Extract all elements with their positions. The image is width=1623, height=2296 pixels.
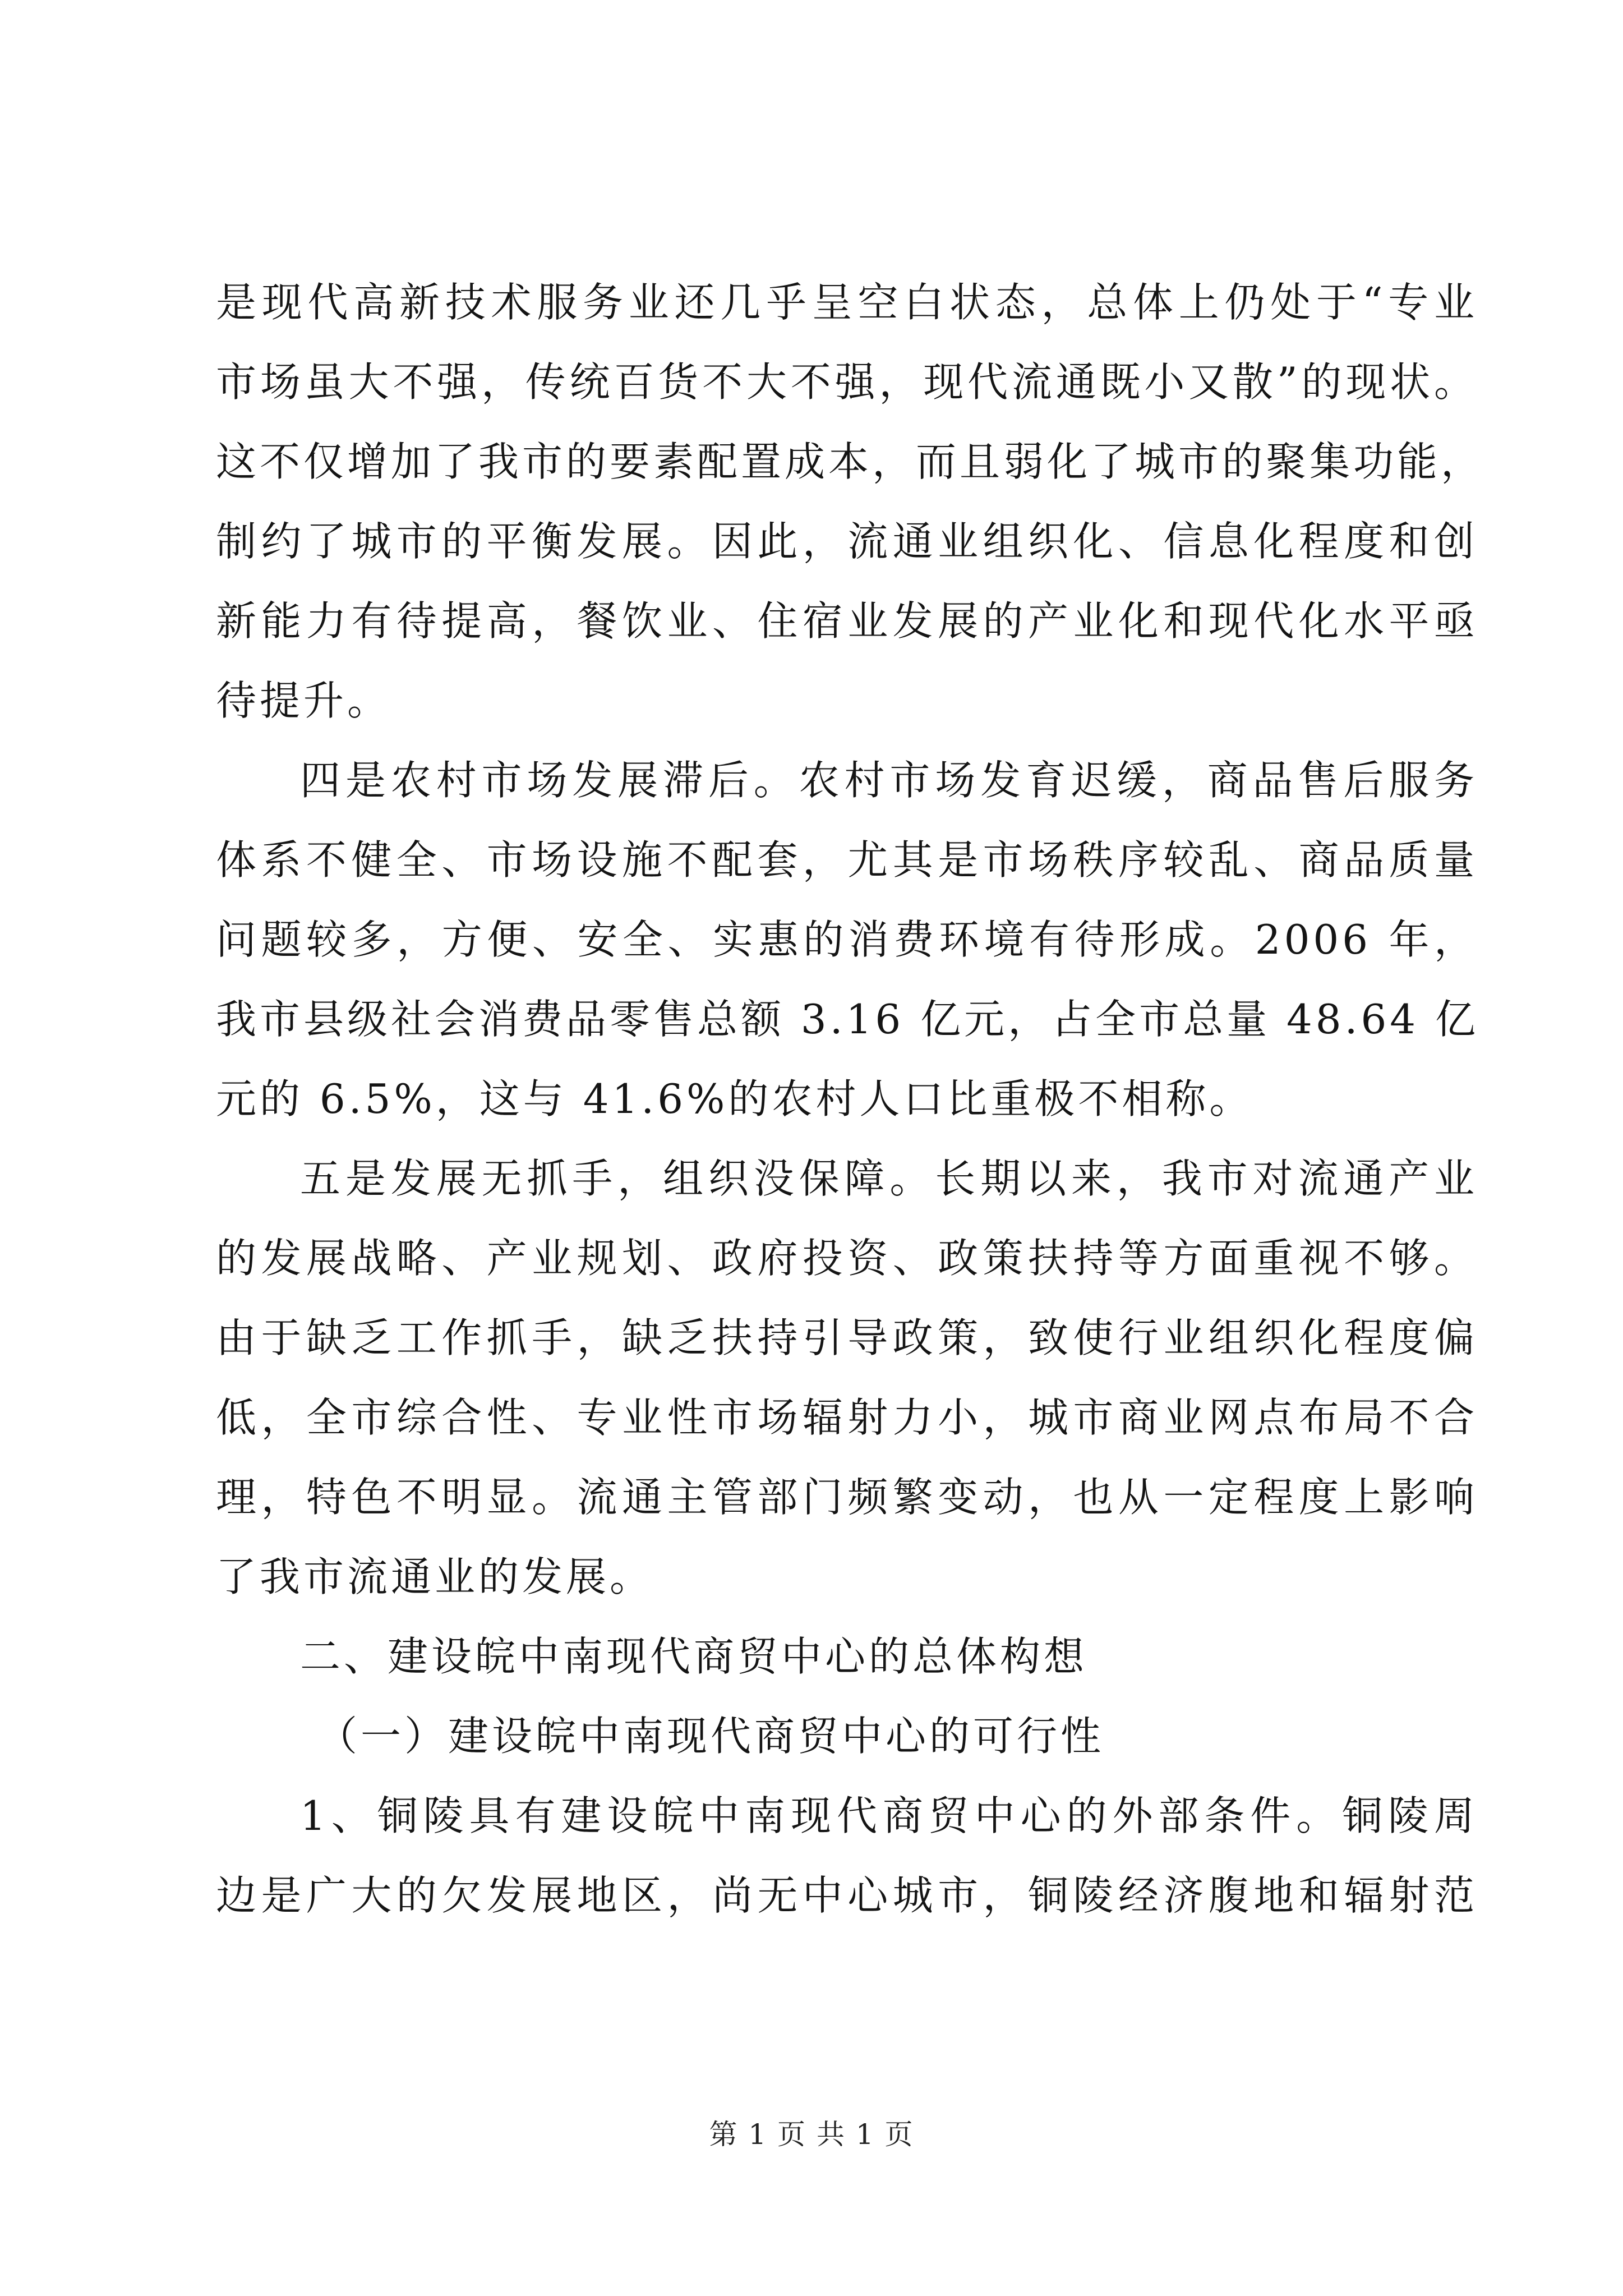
text-line-8: 体系不健全、市场设施不配套，尤其是市场秩序较乱、商品质量 [216, 836, 1478, 884]
text-line-2: 市场虽大不强，传统百货不大不强，现代流通既小又散”的现状。 [216, 358, 1478, 406]
subsection-heading: （一）建设皖中南现代商贸中心的可行性 [317, 1713, 1105, 1760]
text-line-6: 待提升。 [216, 677, 391, 724]
page-number-footer: 第 1 页 共 1 页 [709, 2118, 914, 2151]
text-line-20: 1、铜陵具有建设皖中南现代商贸中心的外部条件。铜陵周 [300, 1792, 1478, 1839]
document-body [216, 263, 1485, 1935]
text-line-3: 这不仅增加了我市的要素配置成本，而且弱化了城市的聚集功能， [216, 438, 1485, 485]
text-line-1: 是现代高新技术服务业还几乎呈空白状态，总体上仍处于“专业 [216, 279, 1478, 326]
section-heading: 二、建设皖中南现代商贸中心的总体构想 [300, 1633, 1088, 1680]
text-line-21: 边是广大的欠发展地区，尚无中心城市，铜陵经济腹地和辐射范 [216, 1872, 1478, 1919]
text-line-17: 了我市流通业的发展。 [216, 1553, 654, 1600]
text-line-11: 元的 6.5%，这与 41.6%的农村人口比重极不相称。 [216, 1075, 1253, 1122]
text-line-10: 我市县级社会消费品零售总额 3.16 亿元，占全市总量 48.64 亿 [216, 996, 1479, 1043]
text-line-12: 五是发展无抓手，组织没保障。长期以来，我市对流通产业 [300, 1155, 1478, 1202]
text-line-14: 由于缺乏工作抓手，缺乏扶持引导政策，致使行业组织化程度偏 [216, 1314, 1478, 1361]
text-line-16: 理，特色不明显。流通主管部门频繁变动，也从一定程度上影响 [216, 1474, 1478, 1521]
text-line-13: 的发展战略、产业规划、政府投资、政策扶持等方面重视不够。 [216, 1235, 1478, 1282]
text-line-9: 问题较多，方便、安全、实惠的消费环境有待形成。2006 年， [216, 916, 1478, 963]
text-line-5: 新能力有待提高，餐饮业、住宿业发展的产业化和现代化水平亟 [216, 597, 1478, 645]
text-line-4: 制约了城市的平衡发展。因此，流通业组织化、信息化程度和创 [216, 518, 1478, 565]
text-line-15: 低，全市综合性、专业性市场辐射力小，城市商业网点布局不合 [216, 1394, 1478, 1441]
text-line-7: 四是农村市场发展滞后。农村市场发育迟缓，商品售后服务 [300, 757, 1478, 804]
